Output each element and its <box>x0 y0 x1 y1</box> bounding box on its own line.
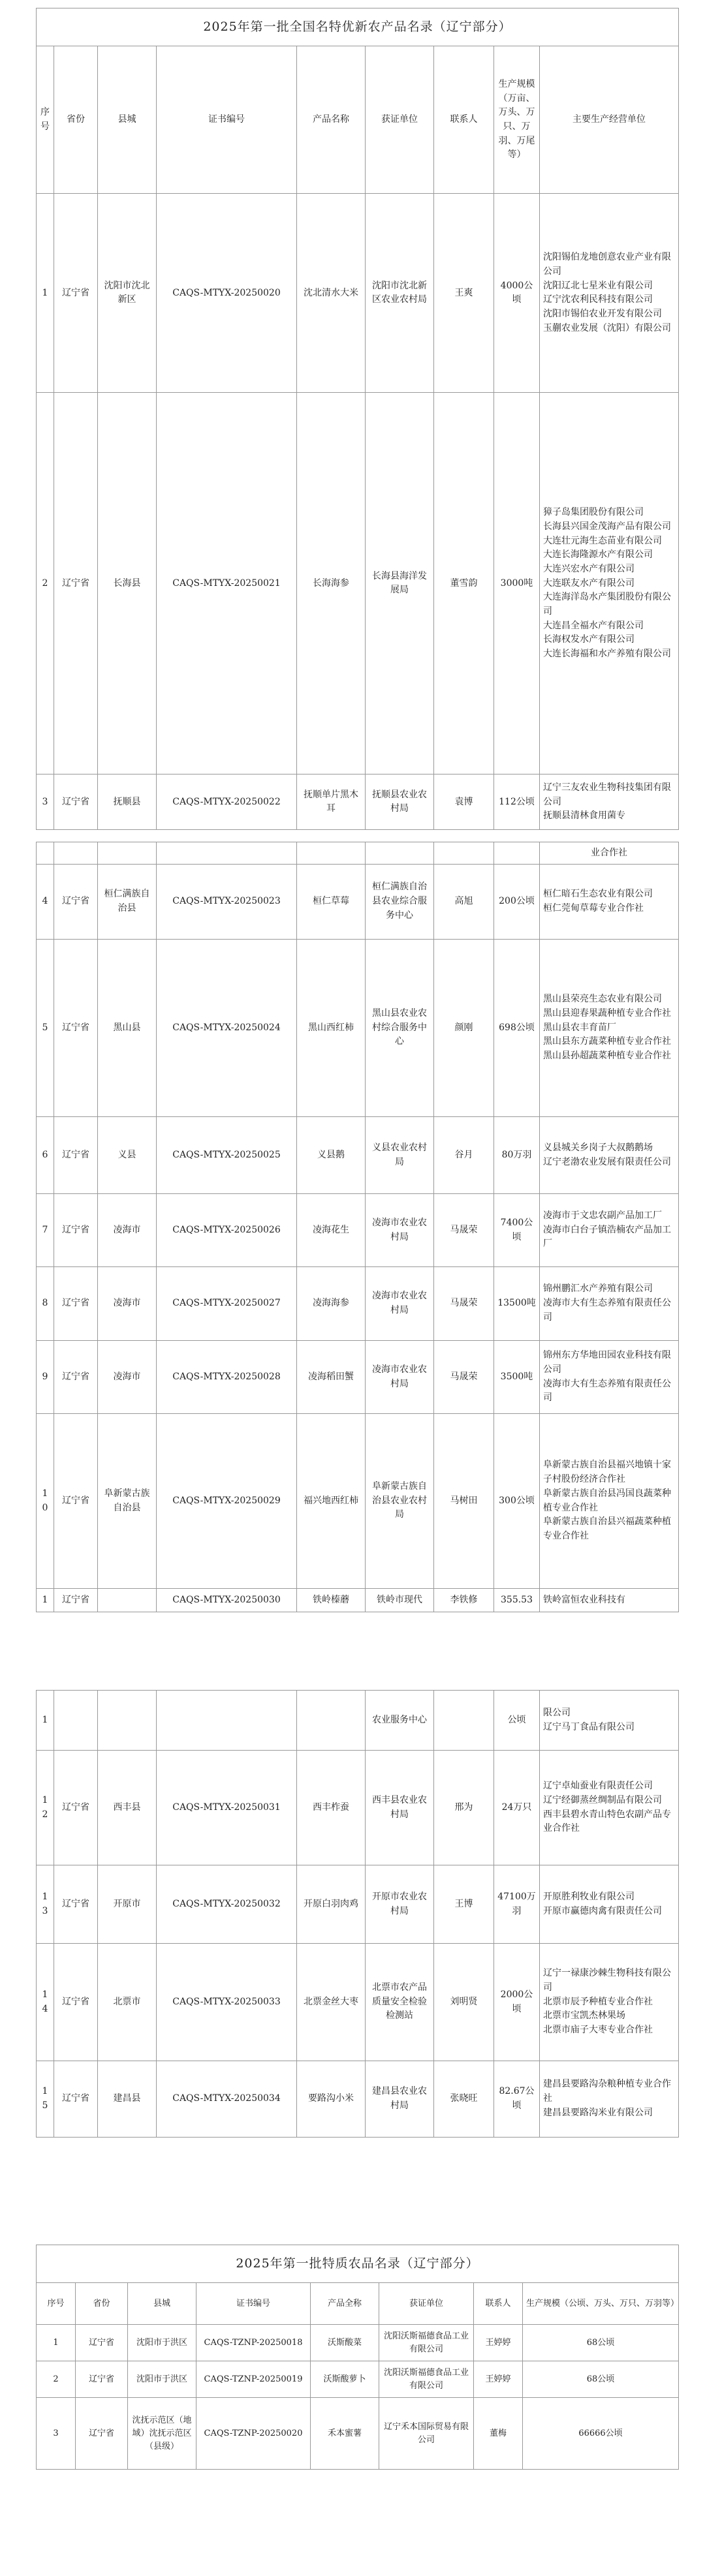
row-province: 辽宁省 <box>54 1589 98 1612</box>
row-product: 禾本蜜薯 <box>311 2398 379 2470</box>
table-row <box>37 2325 679 2361</box>
row-units <box>540 1865 679 1944</box>
table-row <box>37 774 679 830</box>
unit: 西丰县碧水青山特色农副产品专业合作社 <box>543 1809 671 1834</box>
row-county: 凌海市 <box>98 1267 157 1341</box>
unit: 黑山县荣亮生态农业有限公司 <box>543 994 662 1005</box>
row-contact: 王婷婷 <box>474 2361 523 2398</box>
unit: 大连壮元海生态苗业有限公司 <box>543 535 662 546</box>
row-no: 5 <box>37 940 54 1117</box>
row-cert: CAQS-MTYX-20250027 <box>157 1267 297 1341</box>
row-county: 桓仁满族自治县 <box>98 865 157 940</box>
row-org: 长海县海洋发展局 <box>366 393 434 774</box>
row-org: 建昌县农业农村局 <box>366 2061 434 2138</box>
row-units <box>540 393 679 774</box>
row-no: 1 <box>37 1691 54 1751</box>
row-no: 9 <box>37 1341 54 1414</box>
row-product: 开原白羽肉鸡 <box>297 1865 366 1944</box>
row-product: 抚顺单片黑木耳 <box>297 774 366 830</box>
row-cert: CAQS-TZNP-20250020 <box>196 2398 311 2470</box>
row-units <box>540 774 679 830</box>
row-units <box>540 1414 679 1589</box>
row-cert: CAQS-MTYX-20250029 <box>157 1414 297 1589</box>
row-org: 西丰县农业农村局 <box>366 1751 434 1865</box>
row-org: 义县农业农村局 <box>366 1117 434 1194</box>
row-units <box>540 1194 679 1267</box>
unit: 黑山县农丰育苗厂 <box>543 1022 616 1033</box>
unit: 铁岭富恒农业科技有 <box>543 1594 625 1605</box>
row-org: 黑山县农业农村综合服务中心 <box>366 940 434 1117</box>
row-units <box>540 194 679 393</box>
row-units <box>540 1267 679 1341</box>
row-province: 辽宁省 <box>54 1414 98 1589</box>
unit: 北票市庙子大枣专业合作社 <box>543 2025 653 2036</box>
row-county: 抚顺县 <box>98 774 157 830</box>
row-units <box>540 1944 679 2061</box>
row-org: 沈阳市沈北新区农业农村局 <box>366 194 434 393</box>
table-row <box>37 940 679 1117</box>
row-scale: 68公顷 <box>523 2361 679 2398</box>
row-no: 3 <box>37 774 54 830</box>
row-county <box>98 1589 157 1612</box>
unit: 桓仁莞甸草莓专业合作社 <box>543 903 644 913</box>
special-quality-table <box>36 2245 679 2470</box>
unit: 北票市宝凯杰林果场 <box>543 2010 625 2021</box>
row-no: 2 <box>37 393 54 774</box>
row-province: 辽宁省 <box>54 865 98 940</box>
row-no: 3 <box>37 2398 76 2470</box>
row-cert: CAQS-MTYX-20250021 <box>157 393 297 774</box>
row-county: 北票市 <box>98 1944 157 2061</box>
row-cert: CAQS-MTYX-20250020 <box>157 194 297 393</box>
unit: 辽宁三友农业生物科技集团有限公司 <box>543 782 671 807</box>
row-scale: 4000公顷 <box>494 194 540 393</box>
row-no: 7 <box>37 1194 54 1267</box>
continuation-text: 业合作社 <box>540 842 679 865</box>
row-units <box>540 1341 679 1414</box>
unit: 抚顺县清林食用菌专 <box>543 810 625 821</box>
row-org: 凌海市农业农村局 <box>366 1267 434 1341</box>
header-org: 获证单位 <box>366 46 434 194</box>
row-county: 义县 <box>98 1117 157 1194</box>
special-list-title: 2025年第一批特质农品名录（辽宁部分） <box>37 2245 679 2283</box>
unit: 义县城关乡岗子大叔鹅鹅场 <box>543 1142 653 1153</box>
row-units <box>540 1589 679 1612</box>
unit: 沈阳市锡伯农业开发有限公司 <box>543 309 662 320</box>
table-row <box>37 393 679 774</box>
row-cert: CAQS-MTYX-20250022 <box>157 774 297 830</box>
unit: 大连昌全福水产有限公司 <box>543 620 644 631</box>
unit: 建昌县要路沟米业有限公司 <box>543 2107 653 2118</box>
table-row <box>37 1267 679 1341</box>
row-scale: 68公顷 <box>523 2325 679 2361</box>
row-no: 1 <box>37 194 54 393</box>
row-province: 辽宁省 <box>54 940 98 1117</box>
unit: 大连长海福和水产养殖有限公司 <box>543 649 671 660</box>
row-units <box>540 2061 679 2138</box>
header-product: 产品名称 <box>297 46 366 194</box>
row-contact: 王爽 <box>434 194 494 393</box>
row-county: 建昌县 <box>98 2061 157 2138</box>
row-cert: CAQS-MTYX-20250024 <box>157 940 297 1117</box>
header-cert: 证书编号 <box>157 46 297 194</box>
unit: 锦州鹏汇水产养殖有限公司 <box>543 1283 653 1295</box>
row-product: 桓仁草莓 <box>297 865 366 940</box>
header-province: 省份 <box>54 46 98 194</box>
row-no: 8 <box>37 1267 54 1341</box>
row-org: 开原市农业农村局 <box>366 1865 434 1944</box>
row-product: 沃斯酸菜 <box>311 2325 379 2361</box>
table-row <box>37 1414 679 1589</box>
row-cert: CAQS-MTYX-20250033 <box>157 1944 297 2061</box>
table-row <box>37 1194 679 1267</box>
row-cert: CAQS-MTYX-20250032 <box>157 1865 297 1944</box>
table-row <box>37 194 679 393</box>
row-contact: 邢为 <box>434 1751 494 1865</box>
row-product: 黑山西红柿 <box>297 940 366 1117</box>
row-units <box>540 1117 679 1194</box>
unit: 辽宁马丁食品有限公司 <box>543 1721 634 1732</box>
row-org: 沈阳沃斯福德食品工业有限公司 <box>379 2325 474 2361</box>
header-product: 产品全称 <box>311 2283 379 2325</box>
row-county: 沈阳市沈北新区 <box>98 194 157 393</box>
row-county: 沈阳市于洪区 <box>128 2325 196 2361</box>
row-product: 沃斯酸萝卜 <box>311 2361 379 2398</box>
national-list-part3 <box>36 1690 679 2138</box>
unit: 凌海市白台子镇浩楠农产品加工厂 <box>543 1224 671 1250</box>
row-county: 黑山县 <box>98 940 157 1117</box>
row-province: 辽宁省 <box>54 1194 98 1267</box>
row-org: 凌海市农业农村局 <box>366 1194 434 1267</box>
row-scale: 80万羽 <box>494 1117 540 1194</box>
unit: 凌海市大有生态养殖有限责任公司 <box>543 1378 671 1403</box>
row-contact: 谷月 <box>434 1117 494 1194</box>
table-row <box>37 1691 679 1751</box>
unit: 黑山县东方蔬菜种植专业合作社 <box>543 1036 671 1047</box>
row-county: 阜新蒙古族自治县 <box>98 1414 157 1589</box>
row-scale: 300公顷 <box>494 1414 540 1589</box>
row-cert: CAQS-MTYX-20250028 <box>157 1341 297 1414</box>
row-scale: 698公顷 <box>494 940 540 1117</box>
row-product: 凌海海参 <box>297 1267 366 1341</box>
header-county: 县城 <box>128 2283 196 2325</box>
unit: 锦州东方华地田园农业科技有限公司 <box>543 1350 671 1375</box>
row-units <box>540 1751 679 1865</box>
national-list-table <box>36 8 679 830</box>
row-contact: 李铁修 <box>434 1589 494 1612</box>
row-org: 凌海市农业农村局 <box>366 1341 434 1414</box>
row-scale: 3000吨 <box>494 393 540 774</box>
unit: 阜新蒙古族自治县兴福蔬菜种植专业合作社 <box>543 1516 671 1541</box>
table-row <box>37 2061 679 2138</box>
row-county: 西丰县 <box>98 1751 157 1865</box>
row-scale: 13500吨 <box>494 1267 540 1341</box>
unit: 长海县兴国金茂海产品有限公司 <box>543 521 671 532</box>
row-contact: 马树田 <box>434 1414 494 1589</box>
row-cert: CAQS-MTYX-20250023 <box>157 865 297 940</box>
unit: 限公司 <box>543 1707 571 1718</box>
table-row <box>37 1944 679 2061</box>
unit: 玉蒯农业发展（沈阳）有限公司 <box>543 322 671 333</box>
row-scale: 112公顷 <box>494 774 540 830</box>
row-units <box>540 865 679 940</box>
table-row <box>37 865 679 940</box>
unit: 建昌县要路沟杂粮种植专业合作社 <box>543 2079 671 2104</box>
special-quality-list <box>36 2245 679 2470</box>
row-cert: CAQS-MTYX-20250030 <box>157 1589 297 1612</box>
row-province: 辽宁省 <box>76 2361 128 2398</box>
national-list-table-continued-2 <box>36 1690 679 2138</box>
row-org: 铁岭市现代 <box>366 1589 434 1612</box>
row-contact: 马晟荣 <box>434 1194 494 1267</box>
row-product: 凌海花生 <box>297 1194 366 1267</box>
row-product: 要路沟小米 <box>297 2061 366 2138</box>
unit: 长海权发水产有限公司 <box>543 634 634 645</box>
unit: 辽宁老渤农业发展有限责任公司 <box>543 1156 671 1167</box>
table-row <box>37 1117 679 1194</box>
header-county: 县城 <box>98 46 157 194</box>
row-county: 凌海市 <box>98 1341 157 1414</box>
unit: 辽宁一禄康沙棘生物科技有限公司 <box>543 1968 671 1993</box>
row-contact: 颜刚 <box>434 940 494 1117</box>
table-row <box>37 1751 679 1865</box>
row-scale: 47100万羽 <box>494 1865 540 1944</box>
unit: 沈阳锡伯龙地创意农业产业有限公司 <box>543 252 671 277</box>
unit: 大连长海隆源水产有限公司 <box>543 549 653 560</box>
row-scale: 24万只 <box>494 1751 540 1865</box>
row-contact: 董雪韵 <box>434 393 494 774</box>
row-product: 沈北清水大米 <box>297 194 366 393</box>
row-scale: 66666公顷 <box>523 2398 679 2470</box>
row-cert: CAQS-MTYX-20250025 <box>157 1117 297 1194</box>
row-scale: 200公顷 <box>494 865 540 940</box>
table-row <box>37 2398 679 2470</box>
national-list-title: 2025年第一批全国名特优新农产品名录（辽宁部分） <box>37 8 679 46</box>
unit: 开原胜利牧业有限公司 <box>543 1891 634 1902</box>
row-scale: 2000公顷 <box>494 1944 540 2061</box>
row-product: 铁岭榛蘑 <box>297 1589 366 1612</box>
header-cert: 证书编号 <box>196 2283 311 2325</box>
row-no: 12 <box>37 1751 54 1865</box>
table-row <box>37 1865 679 1944</box>
row-product: 北票金丝大枣 <box>297 1944 366 2061</box>
header-scale: 生产规模（万亩、万头、万只、万羽、万尾等） <box>494 46 540 194</box>
row-no: 6 <box>37 1117 54 1194</box>
row-no: 10 <box>37 1414 54 1589</box>
row-org: 北票市农产品质量安全检验检测站 <box>366 1944 434 2061</box>
row-no: 1 <box>37 1589 54 1612</box>
row-no: 2 <box>37 2361 76 2398</box>
row-province: 辽宁省 <box>54 1267 98 1341</box>
unit: 辽宁沈农利民科技有限公司 <box>543 294 653 305</box>
unit: 凌海市于文忠农副产品加工厂 <box>543 1210 662 1221</box>
row-contact: 高旭 <box>434 865 494 940</box>
row-org: 抚顺县农业农村局 <box>366 774 434 830</box>
row-scale: 3500吨 <box>494 1341 540 1414</box>
row-units <box>540 940 679 1117</box>
header-org: 获证单位 <box>379 2283 474 2325</box>
unit: 大连海洋岛水产集团股份有限公司 <box>543 592 671 617</box>
row-cert: CAQS-TZNP-20250019 <box>196 2361 311 2398</box>
row-scale: 82.67公顷 <box>494 2061 540 2138</box>
row-no: 4 <box>37 865 54 940</box>
row-no: 13 <box>37 1865 54 1944</box>
row-province: 辽宁省 <box>54 2061 98 2138</box>
row-product: 福兴地西红柿 <box>297 1414 366 1589</box>
row-cert: CAQS-MTYX-20250026 <box>157 1194 297 1267</box>
unit: 黑山县迎春果蔬种植专业合作社 <box>543 1007 671 1019</box>
row-province: 辽宁省 <box>54 1944 98 2061</box>
row-province: 辽宁省 <box>54 1865 98 1944</box>
row-province: 辽宁省 <box>76 2325 128 2361</box>
row-cert: CAQS-MTYX-20250031 <box>157 1751 297 1865</box>
header-contact: 联系人 <box>474 2283 523 2325</box>
row-org: 辽宁禾本国际贸易有限公司 <box>379 2398 474 2470</box>
row-scale: 355.53 <box>494 1589 540 1612</box>
unit: 北票市辰予种植专业合作社 <box>543 1996 653 2007</box>
row-contact: 袁博 <box>434 774 494 830</box>
row-contact: 刘明贤 <box>434 1944 494 2061</box>
row-cert: CAQS-TZNP-20250018 <box>196 2325 311 2361</box>
row-contact: 王博 <box>434 1865 494 1944</box>
row-product: 西丰柞蚕 <box>297 1751 366 1865</box>
header-scale: 生产规模（公顷、万头、万只、万羽等） <box>523 2283 679 2325</box>
national-list-part2 <box>36 842 679 1612</box>
row-no: 1 <box>37 2325 76 2361</box>
row-province: 辽宁省 <box>54 1341 98 1414</box>
row-province: 辽宁省 <box>54 1751 98 1865</box>
unit: 阜新蒙古族自治县冯国良蔬菜种植专业合作社 <box>543 1488 671 1513</box>
row-contact: 马晟荣 <box>434 1341 494 1414</box>
row-product: 凌海稻田蟹 <box>297 1341 366 1414</box>
row-county: 长海县 <box>98 393 157 774</box>
row-org: 桓仁满族自治县农业综合服务中心 <box>366 865 434 940</box>
row-scale: 7400公顷 <box>494 1194 540 1267</box>
unit: 大连兴宏水产有限公司 <box>543 563 634 574</box>
row-county: 沈抚示范区（地域）沈抚示范区（县级） <box>128 2398 196 2470</box>
unit: 獐子岛集团股份有限公司 <box>543 507 644 518</box>
unit: 阜新蒙古族自治县福兴地镇十家子村股份经济合作社 <box>543 1460 671 1485</box>
row-contact: 马晟荣 <box>434 1267 494 1341</box>
unit: 凌海市大有生态养殖有限责任公司 <box>543 1298 671 1323</box>
row-province: 辽宁省 <box>54 1117 98 1194</box>
row-contact: 张晓旺 <box>434 2061 494 2138</box>
row-province: 辽宁省 <box>54 393 98 774</box>
unit: 桓仁暗石生态农业有限公司 <box>543 889 653 900</box>
header-no: 序号 <box>37 46 54 194</box>
header-no: 序号 <box>37 2283 76 2325</box>
row-province: 辽宁省 <box>54 774 98 830</box>
row-no: 15 <box>37 2061 54 2138</box>
header-province: 省份 <box>76 2283 128 2325</box>
header-units: 主要生产经营单位 <box>540 46 679 194</box>
row-org: 沈阳沃斯福德食品工业有限公司 <box>379 2361 474 2398</box>
row-product: 义县鹅 <box>297 1117 366 1194</box>
table-row <box>37 1589 679 1612</box>
row-county: 开原市 <box>98 1865 157 1944</box>
unit: 沈阳辽北七星米业有限公司 <box>543 280 653 291</box>
row-cert: CAQS-MTYX-20250034 <box>157 2061 297 2138</box>
row-no: 14 <box>37 1944 54 2061</box>
unit: 黑山县孙超蔬菜种植专业合作社 <box>543 1050 671 1062</box>
unit: 开原市赢德肉禽有限责任公司 <box>543 1905 662 1916</box>
table-row <box>37 2361 679 2398</box>
row-org: 阜新蒙古族自治县农业农村局 <box>366 1414 434 1589</box>
row-contact: 王婷婷 <box>474 2325 523 2361</box>
row-province: 辽宁省 <box>54 194 98 393</box>
row-province: 辽宁省 <box>76 2398 128 2470</box>
table-row <box>37 1341 679 1414</box>
row-contact: 董梅 <box>474 2398 523 2470</box>
row-product: 长海海参 <box>297 393 366 774</box>
row-county: 凌海市 <box>98 1194 157 1267</box>
header-contact: 联系人 <box>434 46 494 194</box>
national-list-table-continued <box>36 842 679 1612</box>
row-units <box>540 1691 679 1751</box>
row-scale: 公顷 <box>494 1691 540 1751</box>
national-list-part1 <box>36 8 679 830</box>
row-org: 农业服务中心 <box>366 1691 434 1751</box>
unit: 辽宁卓灿蚕业有限责任公司 <box>543 1781 653 1792</box>
row-county: 沈阳市于洪区 <box>128 2361 196 2398</box>
unit: 辽宁经御蒸丝绸制品有限公司 <box>543 1794 662 1805</box>
unit: 大连联友水产有限公司 <box>543 577 634 589</box>
